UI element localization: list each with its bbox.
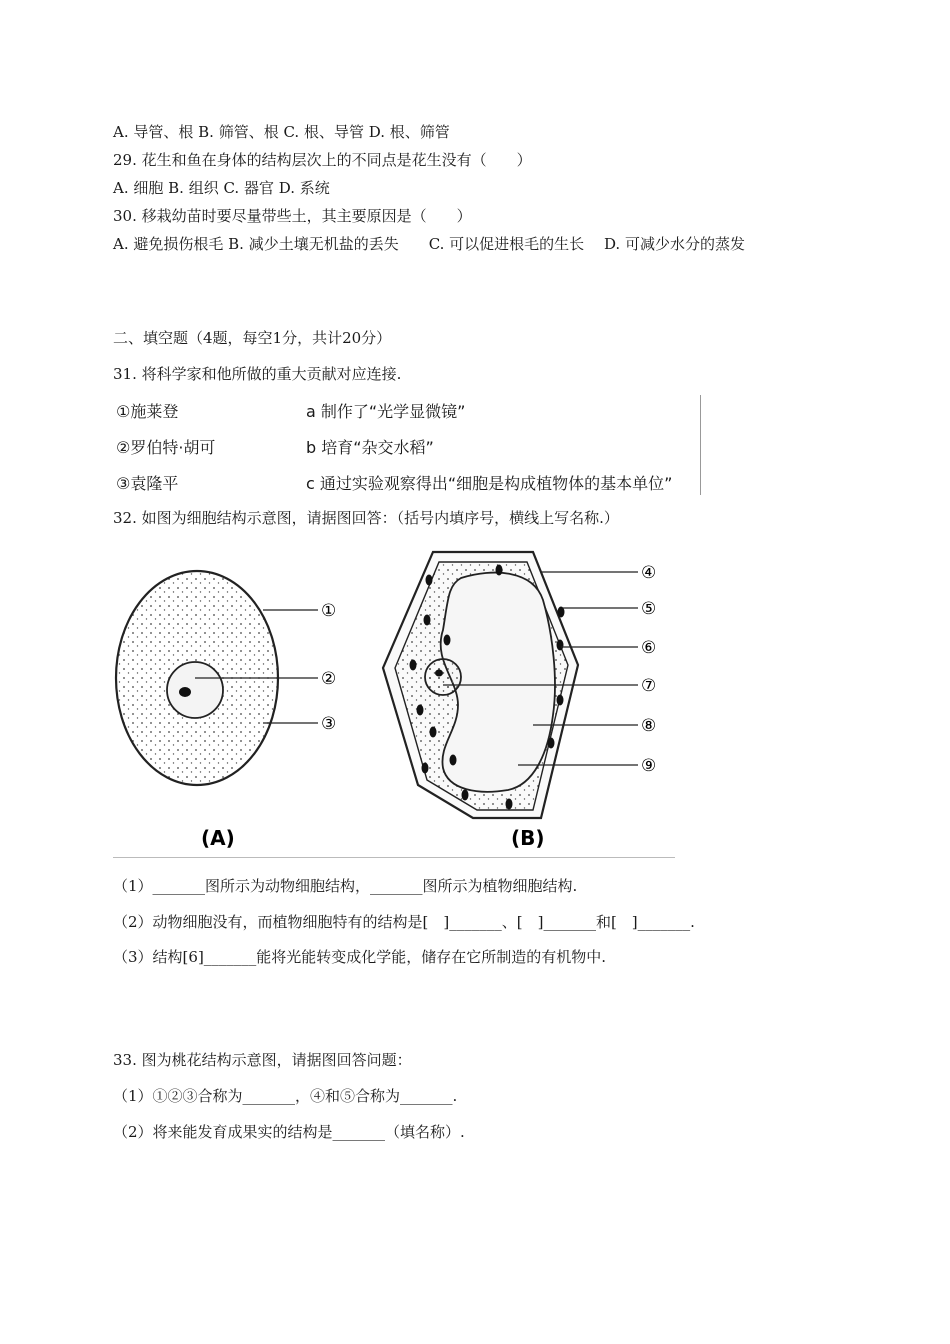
label-8: ⑧ xyxy=(641,716,657,736)
contribution-b: b 培育“杂交水稻” xyxy=(306,438,434,457)
scientist-3: ③袁隆平 xyxy=(116,474,179,493)
q32-question: 32. 如图为细胞结构示意图，请据图回答：（括号内填序号，横线上写名称.） xyxy=(113,509,619,527)
caption-a: (A) xyxy=(201,826,235,850)
q29-question: 29. 花生和鱼在身体的结构层次上的不同点是花生没有（ ） xyxy=(113,151,532,169)
q29-options: A. 细胞 B. 组织 C. 器官 D. 系统 xyxy=(113,179,330,197)
label-7: ⑦ xyxy=(641,676,657,696)
label-5: ⑤ xyxy=(641,599,657,619)
section-2-heading: 二、填空题（4题，每空1分，共计20分） xyxy=(113,329,392,347)
matching-row xyxy=(113,467,701,497)
scientist-1: ①施莱登 xyxy=(116,402,179,421)
plant-cell xyxy=(383,552,638,818)
table-border xyxy=(700,395,701,495)
q32-part-2: （2）动物细胞没有，而植物细胞特有的结构是[ ]_______、[ ]_______和[ ]_______. xyxy=(113,913,695,931)
q33-part-2: （2）将来能发育成果实的结构是_______（填名称）. xyxy=(113,1123,465,1141)
matching-row xyxy=(113,431,701,461)
q31-question: 31. 将科学家和他所做的重大贡献对应连接. xyxy=(113,365,402,383)
q33-question: 33. 图为桃花结构示意图，请据图回答问题： xyxy=(113,1051,412,1069)
label-4: ④ xyxy=(641,563,657,583)
caption-b: (B) xyxy=(511,826,545,850)
contribution-a: a 制作了“光学显微镜” xyxy=(306,402,466,421)
matching-table xyxy=(113,395,701,495)
label-2: ② xyxy=(321,669,337,689)
q30-question: 30. 移栽幼苗时要尽量带些土，其主要原因是（ ） xyxy=(113,207,472,225)
matching-row xyxy=(113,395,701,425)
label-9: ⑨ xyxy=(641,756,657,776)
label-1: ① xyxy=(321,601,337,621)
scientist-2: ②罗伯特·胡可 xyxy=(116,438,216,457)
label-3: ③ xyxy=(321,714,337,734)
label-6: ⑥ xyxy=(641,638,657,658)
q28-options: A. 导管、根 B. 筛管、根 C. 根、导管 D. 根、筛管 xyxy=(113,123,450,141)
figure-baseline xyxy=(113,857,675,858)
q33-part-1: （1）①②③合称为_______，④和⑤合称为_______. xyxy=(113,1087,458,1105)
animal-cell xyxy=(116,571,318,785)
q32-part-1: （1）_______图所示为动物细胞结构，_______图所示为植物细胞结构. xyxy=(113,877,578,895)
q30-options: A. 避免损伤根毛 B. 减少土壤无机盐的丢失 C. 可以促进根毛的生长 D. 可减少水分的蒸发 xyxy=(113,235,745,253)
q32-part-3: （3）结构[6]_______能将光能转变成化学能，储存在它所制造的有机物中. xyxy=(113,948,607,966)
cell-diagram xyxy=(113,540,675,858)
cell-diagram-svg xyxy=(113,540,675,858)
contribution-c: c 通过实验观察得出“细胞是构成植物体的基本单位” xyxy=(306,474,673,493)
